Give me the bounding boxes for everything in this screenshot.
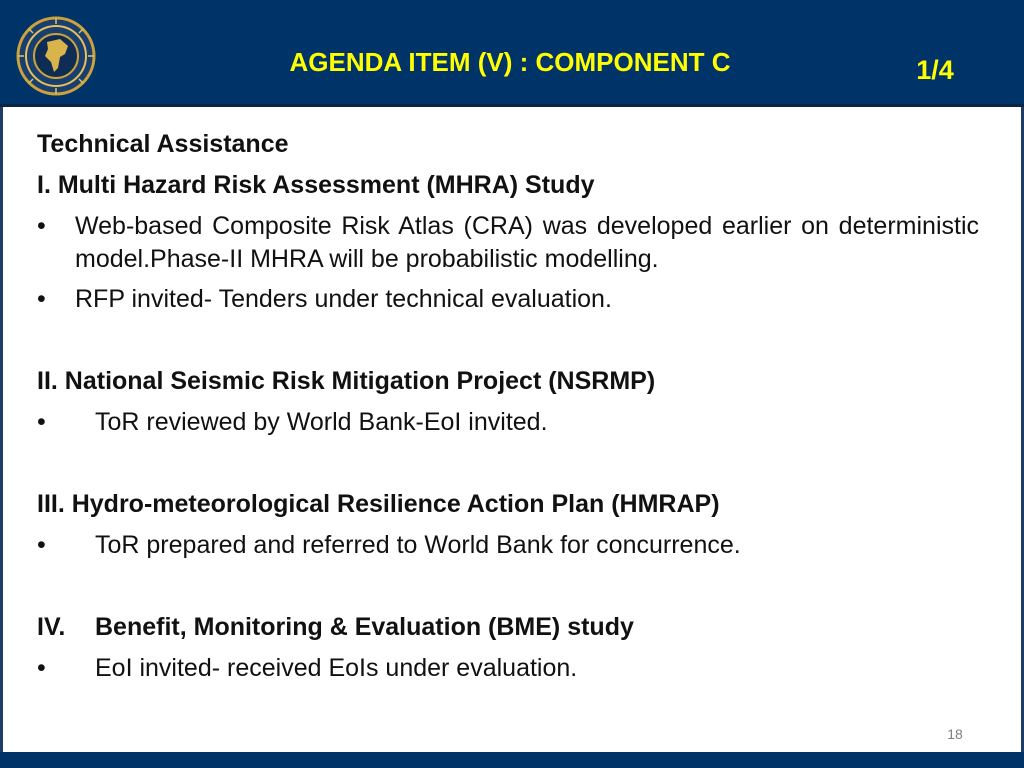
item4-numeral: IV. xyxy=(37,613,66,641)
bullet-text: ToR prepared and referred to World Bank for concurrence. xyxy=(95,531,741,559)
slide-title: AGENDA ITEM (V) : COMPONENT C xyxy=(289,47,731,77)
item1-heading: I. Multi Hazard Risk Assessment (MHRA) Study xyxy=(37,171,595,199)
list-item xyxy=(37,210,979,276)
list-item xyxy=(37,283,979,324)
footer-bar xyxy=(0,752,1024,768)
item3-heading: III. Hydro-meteorological Resilience Action Plan (HMRAP) xyxy=(37,490,720,518)
list-item xyxy=(37,529,979,570)
page-number: 18 xyxy=(947,726,963,742)
bullet-text: RFP invited- Tenders under technical evaluation. xyxy=(75,285,612,313)
page-fraction: 1/4 xyxy=(916,55,954,85)
bullet-icon: • xyxy=(37,531,46,559)
bullet-icon: • xyxy=(37,408,46,436)
bullet-icon: • xyxy=(37,654,46,682)
list-item xyxy=(37,652,979,693)
list-item xyxy=(37,406,979,447)
section-title: Technical Assistance xyxy=(37,130,289,158)
bullet-text: Web-based Composite Risk Atlas (CRA) was developed earlier on deterministic model.Phase-II MHRA will be probabilistic modelling. xyxy=(75,212,979,273)
slide-header xyxy=(0,0,1024,107)
slide-content xyxy=(37,128,979,693)
item4-heading xyxy=(37,611,979,652)
bullet-icon: • xyxy=(37,285,46,313)
item2-heading: II. National Seismic Risk Mitigation Project (NSRMP) xyxy=(37,367,656,395)
bullet-text: EoI invited- received EoIs under evaluation. xyxy=(95,654,578,682)
bullet-icon: • xyxy=(37,212,46,240)
item4-title: Benefit, Monitoring & Evaluation (BME) study xyxy=(95,613,634,641)
ndma-emblem-icon xyxy=(14,16,98,96)
bullet-text: ToR reviewed by World Bank-EoI invited. xyxy=(95,408,548,436)
